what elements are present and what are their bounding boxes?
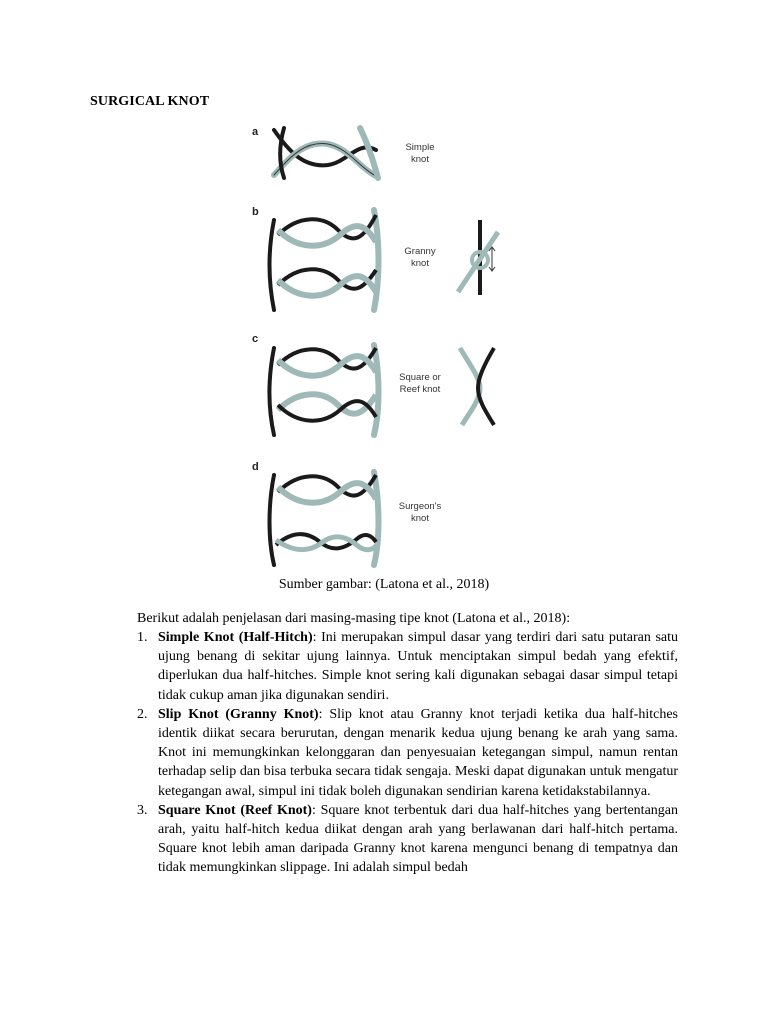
list-item — [137, 801, 678, 878]
intro-paragraph: Berikut adalah penjelasan dari masing-masing tipe knot (Latona et al., 2018): — [137, 611, 571, 626]
panel-c — [252, 333, 494, 435]
knot-label-line2: knot — [411, 513, 429, 524]
item-text: : Square knot terbentuk dari dua half-hitches yang bertentangan arah, yaitu half-hitch kedua diikat dengan arah yang berlawanan dari half-hitch pertama. Square knot lebih aman daripada Granny knot karena mengunci benang di tempatnya dan tidak memungkinkan slippage. Ini adalah simpul bedah — [158, 802, 678, 876]
knot-label-line1: Surgeon's — [398, 501, 442, 512]
panel-letter: b — [252, 206, 259, 218]
knot-illustration — [248, 120, 528, 570]
item-number: 2. — [137, 706, 148, 722]
item-text: : Slip knot atau Granny knot terjadi ketika dua half-hitches identik diikat secara berurutan, dengan menarik kedua ujung benang ke arah yang sama. Knot ini memungkinkan kelonggaran dan penyesuaian ketegangan simpul, namun rentan terhadap selip dan bisa terbuka secara tidak sengaja. Meski dapat digunakan untuk mengatur ketegangan awal, simpul ini tidak boleh digunakan sendirian karena ketidakstabilannya. — [158, 706, 678, 799]
panel-letter: a — [252, 126, 259, 138]
knot-figure — [248, 120, 528, 570]
panel-a — [252, 126, 435, 178]
list-item — [137, 705, 678, 801]
item-number: 1. — [137, 630, 148, 645]
page-heading: SURGICAL KNOT — [90, 94, 210, 109]
figure-caption: Sumber gambar: (Latona et al., 2018) — [278, 577, 490, 592]
knot-label-line1: Granny — [404, 246, 436, 257]
item-number: 3. — [137, 802, 148, 818]
item-term: Square Knot (Reef Knot) — [158, 802, 312, 818]
item-text: : Ini merupakan simpul dasar yang terdiri dari satu putaran satu ujung benang di sekitar ujung lainnya. Untuk menciptakan simpul bedah yang efektif, diperlukan dua half-hitches. Simple knot sering kali digunakan sebagai dasar simpul tetapi tidak cukup aman jika digunakan sendiri. — [158, 630, 679, 703]
item-term: Slip Knot (Granny Knot) — [158, 706, 319, 722]
item-term: Simple Knot (Half-Hitch) — [158, 630, 313, 645]
knot-label-line1: Square or — [399, 372, 441, 383]
list-item — [137, 628, 678, 705]
knot-label-line2: knot — [411, 154, 429, 165]
knot-label-line2: knot — [411, 258, 429, 269]
panel-b — [252, 206, 498, 310]
panel-letter: d — [252, 461, 259, 473]
knot-label-line1: Simple — [405, 142, 435, 153]
knot-label-line2: Reef knot — [399, 384, 441, 395]
knot-type-list — [137, 628, 678, 878]
panel-d — [252, 461, 441, 565]
panel-letter: c — [252, 333, 259, 345]
